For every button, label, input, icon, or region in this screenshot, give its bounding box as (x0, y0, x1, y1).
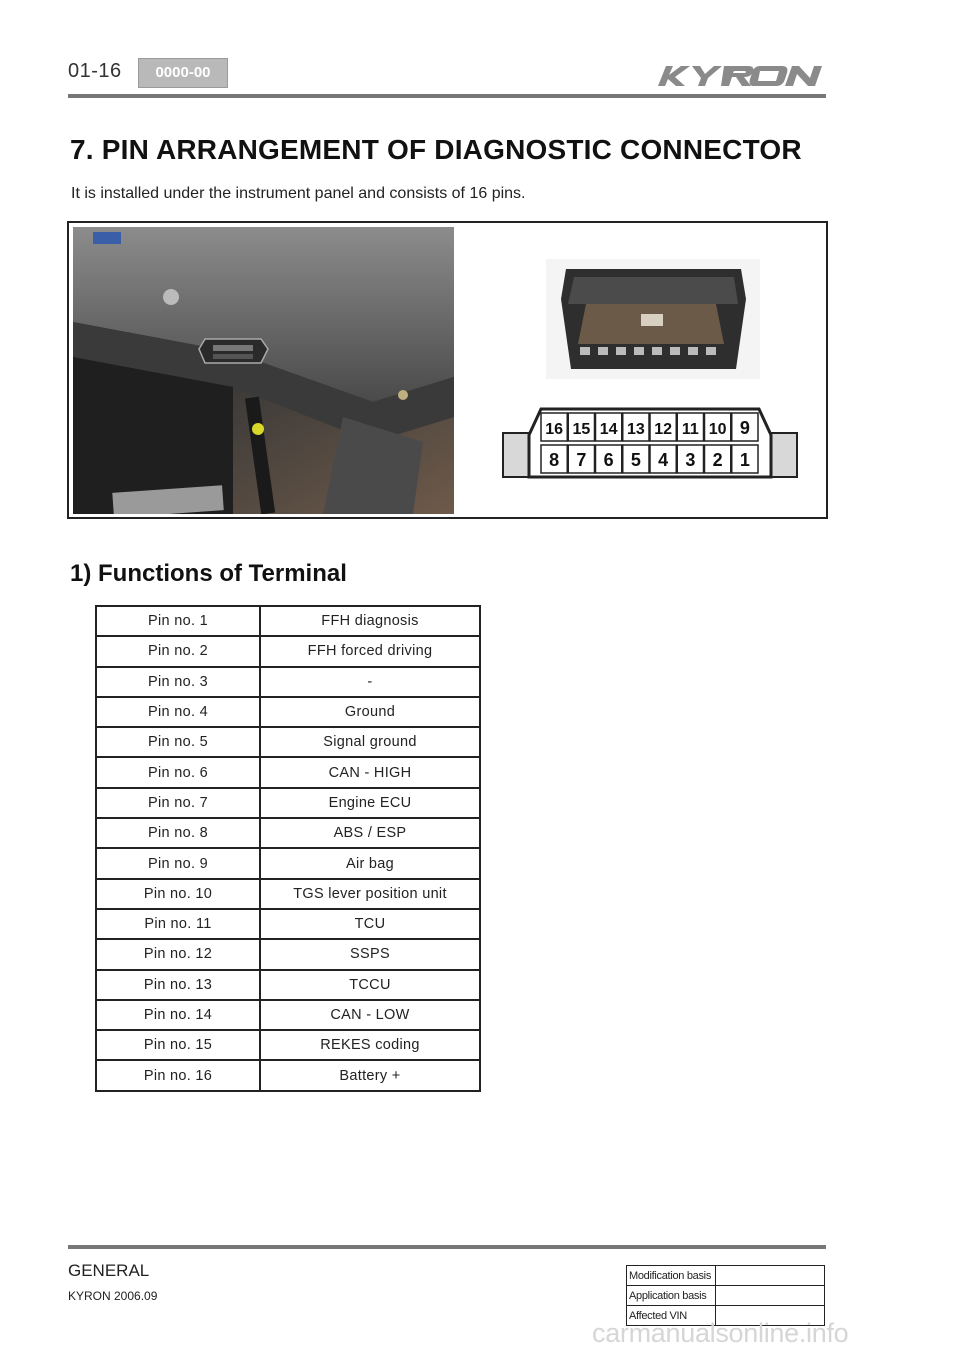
table-row (96, 818, 480, 848)
table-row (96, 757, 480, 787)
watermark: carmanualsonline.info (592, 1318, 849, 1348)
header-rule (68, 94, 826, 98)
table-row (96, 788, 480, 818)
pin-cell: Pin no. 8 (96, 818, 260, 848)
basis-table (626, 1265, 825, 1326)
table-row (96, 939, 480, 969)
pin-cell: Pin no. 16 (96, 1060, 260, 1090)
function-cell: FFH forced driving (260, 636, 480, 666)
kyron-logo (652, 62, 827, 90)
pin-number-label: 1 (739, 450, 750, 470)
pin-number-label: 5 (630, 450, 641, 470)
page-number: 01-16 (68, 60, 122, 82)
subsection-title: 1) Functions of Terminal (70, 560, 347, 587)
footer-doc-version: KYRON 2006.09 (68, 1289, 158, 1303)
pin-number-label: 16 (545, 421, 564, 438)
function-cell: FFH diagnosis (260, 606, 480, 636)
pin-cell: Pin no. 3 (96, 667, 260, 697)
pin-cell: Pin no. 2 (96, 636, 260, 666)
table-row (96, 1060, 480, 1090)
table-row (96, 727, 480, 757)
table-row (96, 1000, 480, 1030)
pin-cell: Pin no. 9 (96, 848, 260, 878)
table-row (96, 667, 480, 697)
section-code-badge: 0000-00 (138, 58, 228, 88)
footer-section: GENERAL (68, 1261, 150, 1280)
basis-label: Affected VIN (627, 1306, 716, 1326)
function-cell: Engine ECU (260, 788, 480, 818)
table-row (96, 970, 480, 1000)
table-row (96, 697, 480, 727)
terminal-function-table (95, 605, 481, 1092)
function-cell: CAN - LOW (260, 1000, 480, 1030)
basis-label: Application basis (627, 1286, 716, 1306)
table-row (96, 909, 480, 939)
pin-cell: Pin no. 15 (96, 1030, 260, 1060)
pin-number-label: 14 (599, 421, 618, 438)
table-row (96, 636, 480, 666)
connector-figure (67, 221, 828, 519)
intro-text: It is installed under the instrument panel and consists of 16 pins. (71, 185, 526, 202)
basis-row (627, 1286, 825, 1306)
function-cell: CAN - HIGH (260, 757, 480, 787)
function-cell: Battery + (260, 1060, 480, 1090)
pin-cell: Pin no. 7 (96, 788, 260, 818)
table-row (96, 879, 480, 909)
pin-cell: Pin no. 1 (96, 606, 260, 636)
connector-photo (546, 259, 760, 379)
pin-cell: Pin no. 6 (96, 757, 260, 787)
footer-rule (68, 1245, 826, 1249)
basis-label: Modification basis (627, 1266, 716, 1286)
pin-number-label: 11 (681, 421, 699, 438)
pin-number-label: 3 (685, 450, 696, 470)
function-cell: ABS / ESP (260, 818, 480, 848)
pin-number-label: 6 (603, 450, 614, 470)
function-cell: Air bag (260, 848, 480, 878)
pin-number-label: 10 (708, 421, 727, 438)
pin-cell: Pin no. 11 (96, 909, 260, 939)
basis-value (716, 1266, 825, 1286)
pin-number-label: 4 (658, 450, 669, 470)
function-cell: Signal ground (260, 727, 480, 757)
under-dash-photo (73, 227, 454, 514)
pin-number-label: 12 (654, 421, 673, 438)
pin-number-label: 13 (626, 421, 645, 438)
function-cell: TGS lever position unit (260, 879, 480, 909)
table-row (96, 848, 480, 878)
function-cell: - (260, 667, 480, 697)
table-row (96, 606, 480, 636)
function-cell: Ground (260, 697, 480, 727)
function-cell: REKES coding (260, 1030, 480, 1060)
pin-layout-diagram (501, 405, 801, 481)
pin-number-label: 7 (576, 450, 587, 470)
function-cell: TCCU (260, 970, 480, 1000)
pin-number-label: 2 (712, 450, 723, 470)
pin-cell: Pin no. 10 (96, 879, 260, 909)
function-cell: SSPS (260, 939, 480, 969)
pin-number-label: 8 (549, 450, 560, 470)
pin-number-label: 15 (572, 421, 591, 438)
table-row (96, 1030, 480, 1060)
pin-cell: Pin no. 13 (96, 970, 260, 1000)
pin-cell: Pin no. 4 (96, 697, 260, 727)
pin-number-label: 9 (739, 418, 750, 438)
page-title: 7. PIN ARRANGEMENT OF DIAGNOSTIC CONNECTOR (70, 134, 802, 165)
pin-cell: Pin no. 12 (96, 939, 260, 969)
pin-cell: Pin no. 5 (96, 727, 260, 757)
pin-cell: Pin no. 14 (96, 1000, 260, 1030)
function-cell: TCU (260, 909, 480, 939)
basis-row (627, 1266, 825, 1286)
basis-value (716, 1286, 825, 1306)
